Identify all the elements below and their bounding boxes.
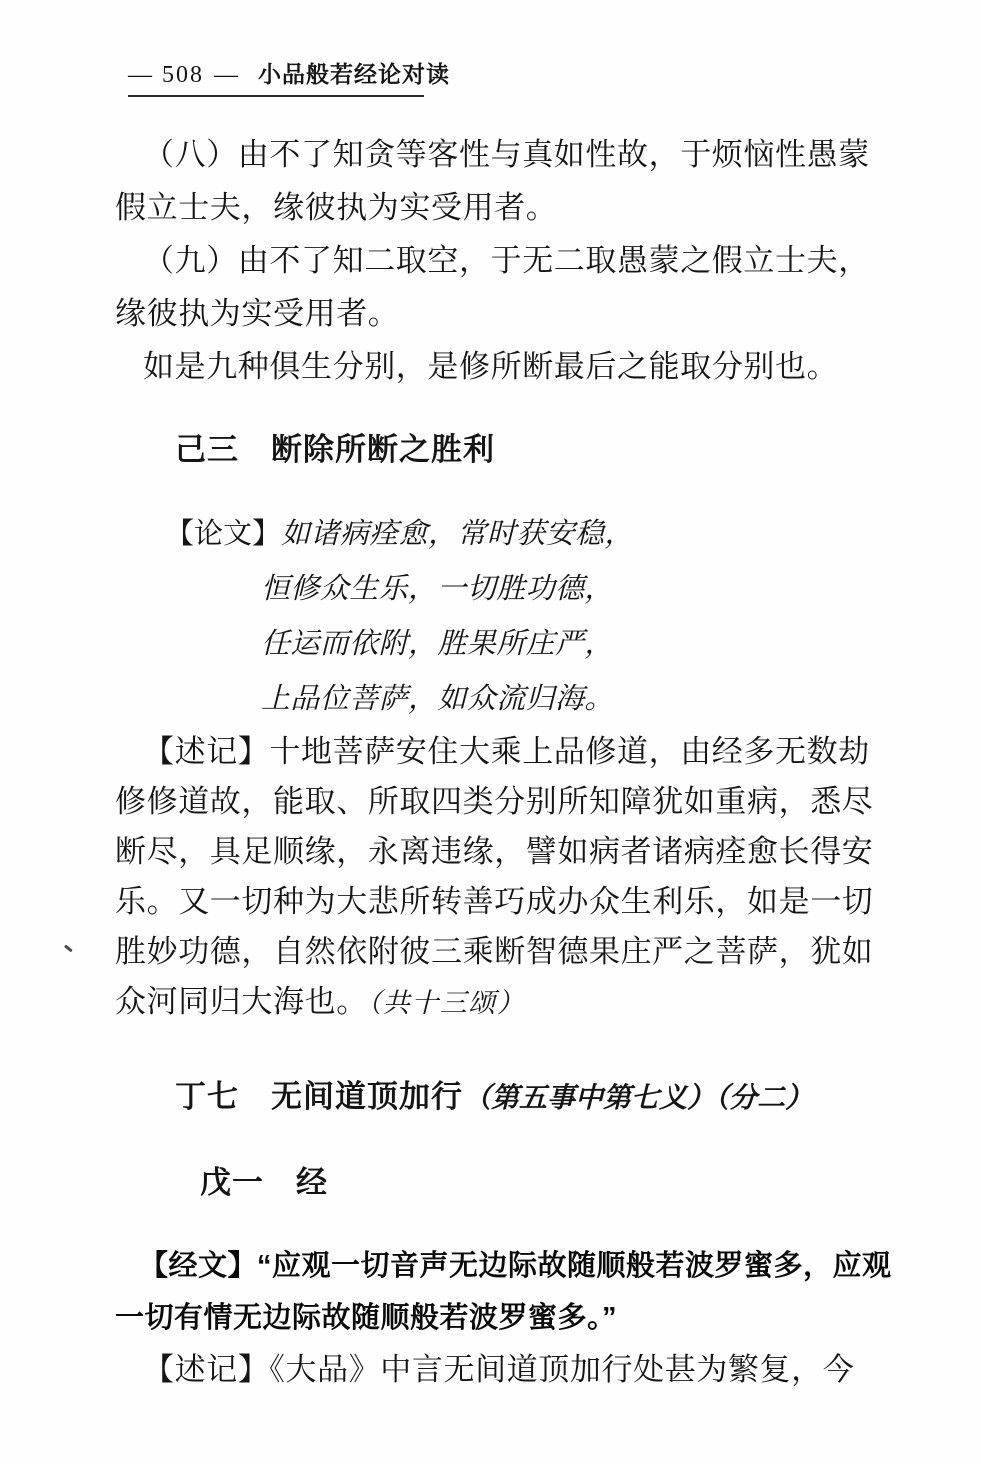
paragraph-line: （八）由不了知贪等客性与真如性故，于烦恼性愚蒙	[143, 137, 870, 172]
paragraph-line: 假立士夫，缘彼执为实受用者。	[115, 190, 558, 225]
heading-main-text: 丁七 无间道顶加行	[175, 1079, 463, 1114]
shuji-commentary-block	[115, 727, 927, 1028]
book-title: 小品般若经论对读	[258, 62, 450, 87]
sutra-line: 一切有情无边际故随顺般若波罗蜜多。”	[115, 1302, 618, 1334]
sub-heading-wu1: 戊一 经	[200, 1165, 328, 1200]
heading-note-text: （第五事中第七义）（分二）	[463, 1083, 814, 1114]
commentary-line: 修修道故，能取、所取四类分别所知障犹如重病，悉尽	[115, 784, 874, 819]
commentary-line: 断尽，具足顺缘，永离违缘，譬如病者诸病痊愈长得安	[115, 834, 874, 869]
verse-line: 任运而依附，胜果所庄严，	[261, 628, 614, 660]
sutra-line: 【经文】“应观一切音声无边际故随顺般若波罗蜜多，应观	[139, 1250, 892, 1282]
commentary-line: 【述记】《大品》中言无间道顶加行处甚为繁复，今	[143, 1352, 855, 1387]
verse-line: 恒修众生乐，一切胜功德，	[261, 573, 614, 605]
header-dash-right: —	[214, 62, 238, 88]
section-heading-ji3: 己三 断除所断之胜利	[175, 432, 495, 467]
paragraph-eight	[115, 128, 927, 393]
verse-line: 上品位菩萨，如众流归海。	[261, 683, 614, 715]
lunwen-verse-block	[115, 507, 927, 727]
commentary-line: 【述记】十地菩萨安住大乘上品修道，由经多无数劫	[143, 734, 870, 769]
commentary-line	[115, 977, 927, 1028]
shuji2-commentary-block	[115, 1344, 927, 1396]
summary-line: 如是九种俱生分别，是修所断最后之能取分别也。	[143, 349, 839, 384]
header-dash-left: —	[128, 62, 152, 88]
scan-artifact-mark	[64, 944, 73, 952]
paragraph-nine-line: （九）由不了知二取空，于无二取愚蒙之假立士夫，	[143, 243, 870, 278]
commentary-text: 众河同归大海也。	[115, 984, 368, 1019]
verse-count-note: （共十三颂）	[367, 988, 526, 1018]
paragraph-nine-line: 缘彼执为实受用者。	[115, 296, 400, 331]
verse-line	[115, 507, 927, 562]
section-heading-ding7	[115, 1070, 927, 1125]
commentary-line: 胜妙功德，自然依附彼三乘断智德果庄严之菩萨，犹如	[115, 934, 874, 969]
verse-text: 如诸病痊愈，常时获安稳，	[281, 518, 634, 550]
lunwen-label: 【论文】	[165, 518, 282, 550]
jingwen-sutra-block	[115, 1240, 927, 1344]
commentary-line: 乐。又一切种为大悲所转善巧成办众生利乐，如是一切	[115, 884, 874, 919]
page-number: 508	[162, 62, 204, 88]
page-body	[115, 0, 927, 1396]
